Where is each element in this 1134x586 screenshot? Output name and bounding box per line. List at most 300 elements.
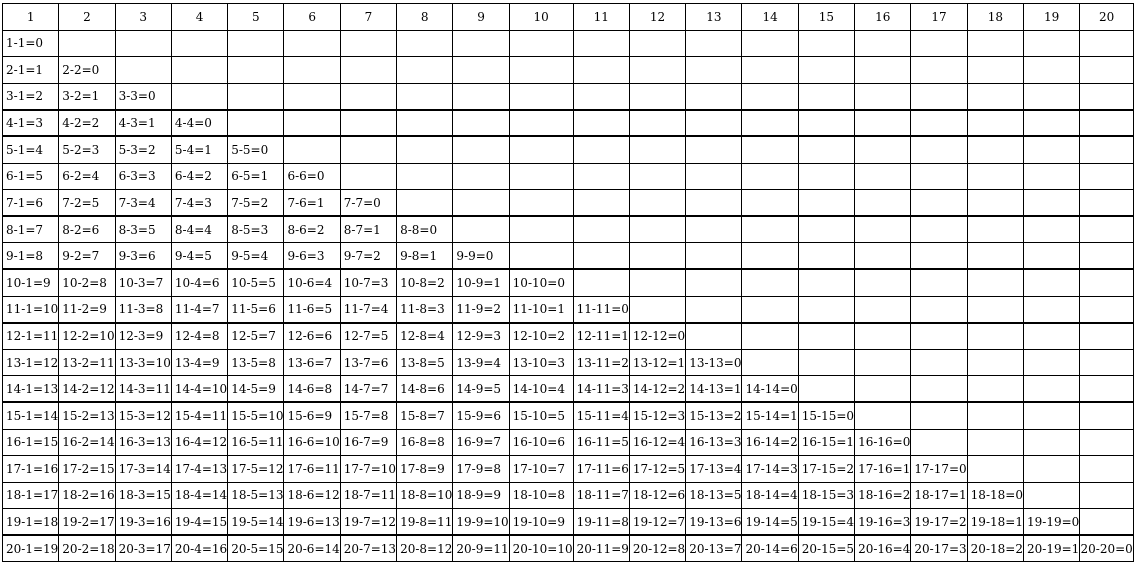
table-cell	[573, 136, 629, 163]
table-cell	[1080, 163, 1134, 190]
table-cell: 15-4=11	[171, 402, 227, 429]
table-cell: 8-4=4	[171, 216, 227, 243]
table-cell: 12-11=1	[573, 323, 629, 350]
table-cell	[573, 30, 629, 57]
table-cell	[911, 163, 967, 190]
table-cell: 20-14=6	[742, 535, 798, 562]
table-cell	[228, 57, 284, 84]
table-cell	[509, 57, 573, 84]
table-cell: 7-5=2	[228, 190, 284, 217]
table-cell: 15-3=12	[115, 402, 171, 429]
table-cell	[340, 110, 396, 137]
table-cell	[742, 349, 798, 376]
table-cell	[115, 57, 171, 84]
table-cell: 18-8=10	[397, 482, 453, 509]
table-cell: 8-2=6	[59, 216, 115, 243]
table-cell: 14-3=11	[115, 376, 171, 403]
table-cell: 2-1=1	[3, 57, 59, 84]
table-cell: 10-1=9	[3, 269, 59, 296]
table-cell	[397, 136, 453, 163]
table-cell	[911, 376, 967, 403]
table-cell: 14-14=0	[742, 376, 798, 403]
table-cell: 3-3=0	[115, 83, 171, 110]
table-cell: 13-1=12	[3, 349, 59, 376]
table-row	[3, 535, 1134, 562]
table-cell	[1024, 349, 1080, 376]
table-row	[3, 376, 1134, 403]
table-cell: 5-5=0	[228, 136, 284, 163]
table-cell: 20-13=7	[686, 535, 742, 562]
table-cell	[911, 243, 967, 270]
table-cell: 12-4=8	[171, 323, 227, 350]
table-cell	[967, 456, 1023, 483]
table-cell: 19-10=9	[509, 509, 573, 536]
table-cell: 17-5=12	[228, 456, 284, 483]
table-cell: 20-5=15	[228, 535, 284, 562]
table-cell: 7-6=1	[284, 190, 340, 217]
table-cell	[686, 110, 742, 137]
table-cell	[855, 402, 911, 429]
table-cell: 4-3=1	[115, 110, 171, 137]
table-cell: 6-5=1	[228, 163, 284, 190]
table-cell	[115, 30, 171, 57]
table-cell: 15-9=6	[453, 402, 509, 429]
table-cell	[855, 349, 911, 376]
table-cell	[629, 83, 685, 110]
table-cell: 20-15=5	[798, 535, 854, 562]
table-cell	[967, 57, 1023, 84]
table-body	[3, 30, 1134, 562]
table-cell: 19-2=17	[59, 509, 115, 536]
table-cell: 9-4=5	[171, 243, 227, 270]
table-cell: 20-17=3	[911, 535, 967, 562]
table-cell: 1-1=0	[3, 30, 59, 57]
table-cell: 12-9=3	[453, 323, 509, 350]
table-cell	[1024, 30, 1080, 57]
table-cell	[509, 163, 573, 190]
table-cell: 11-2=9	[59, 296, 115, 323]
table-cell	[629, 110, 685, 137]
table-cell	[686, 243, 742, 270]
table-cell	[911, 136, 967, 163]
table-cell: 17-14=3	[742, 456, 798, 483]
table-cell: 15-5=10	[228, 402, 284, 429]
table-cell	[686, 136, 742, 163]
table-cell	[798, 376, 854, 403]
table-cell	[686, 323, 742, 350]
table-cell: 20-2=18	[59, 535, 115, 562]
table-cell: 6-4=2	[171, 163, 227, 190]
table-cell	[742, 243, 798, 270]
table-cell	[573, 190, 629, 217]
table-cell: 3-2=1	[59, 83, 115, 110]
table-cell: 16-9=7	[453, 429, 509, 456]
table-cell: 12-12=0	[629, 323, 685, 350]
column-header: 9	[453, 4, 509, 31]
table-cell: 10-3=7	[115, 269, 171, 296]
table-cell: 9-8=1	[397, 243, 453, 270]
table-cell: 17-3=14	[115, 456, 171, 483]
table-cell: 16-3=13	[115, 429, 171, 456]
table-cell: 9-3=6	[115, 243, 171, 270]
table-cell: 14-1=13	[3, 376, 59, 403]
table-cell: 17-9=8	[453, 456, 509, 483]
table-cell	[967, 376, 1023, 403]
column-header: 17	[911, 4, 967, 31]
table-cell	[798, 163, 854, 190]
table-cell: 16-12=4	[629, 429, 685, 456]
table-cell	[509, 190, 573, 217]
table-cell: 14-6=8	[284, 376, 340, 403]
table-cell: 20-19=1	[1024, 535, 1080, 562]
table-cell: 13-11=2	[573, 349, 629, 376]
table-cell	[742, 83, 798, 110]
table-cell	[171, 57, 227, 84]
table-cell: 18-18=0	[967, 482, 1023, 509]
table-cell	[967, 296, 1023, 323]
table-cell	[911, 296, 967, 323]
subtraction-table	[2, 3, 1134, 562]
column-header: 18	[967, 4, 1023, 31]
table-cell: 13-4=9	[171, 349, 227, 376]
table-cell	[573, 83, 629, 110]
table-cell: 19-8=11	[397, 509, 453, 536]
table-cell	[59, 30, 115, 57]
table-cell: 15-15=0	[798, 402, 854, 429]
table-cell	[340, 83, 396, 110]
table-cell: 9-7=2	[340, 243, 396, 270]
column-header: 4	[171, 4, 227, 31]
table-cell	[855, 269, 911, 296]
table-cell	[967, 30, 1023, 57]
table-cell: 19-14=5	[742, 509, 798, 536]
table-cell: 16-15=1	[798, 429, 854, 456]
table-cell	[798, 110, 854, 137]
table-cell	[855, 30, 911, 57]
table-cell	[509, 30, 573, 57]
table-cell: 8-1=7	[3, 216, 59, 243]
table-cell: 7-7=0	[340, 190, 396, 217]
table-cell: 17-13=4	[686, 456, 742, 483]
table-cell: 17-4=13	[171, 456, 227, 483]
table-cell: 14-8=6	[397, 376, 453, 403]
table-row	[3, 163, 1134, 190]
table-cell	[509, 110, 573, 137]
table-cell	[742, 323, 798, 350]
table-cell: 18-2=16	[59, 482, 115, 509]
table-cell: 17-1=16	[3, 456, 59, 483]
table-cell: 13-7=6	[340, 349, 396, 376]
table-cell	[967, 83, 1023, 110]
table-cell: 11-5=6	[228, 296, 284, 323]
table-cell	[340, 57, 396, 84]
table-cell	[798, 296, 854, 323]
table-cell: 10-5=5	[228, 269, 284, 296]
table-cell	[1080, 57, 1134, 84]
table-cell: 18-10=8	[509, 482, 573, 509]
table-cell: 18-5=13	[228, 482, 284, 509]
table-cell	[686, 216, 742, 243]
table-cell: 13-12=1	[629, 349, 685, 376]
table-cell: 16-10=6	[509, 429, 573, 456]
table-cell: 13-13=0	[686, 349, 742, 376]
table-cell: 16-13=3	[686, 429, 742, 456]
table-cell	[453, 30, 509, 57]
table-row	[3, 456, 1134, 483]
table-cell	[967, 216, 1023, 243]
table-cell	[967, 323, 1023, 350]
table-cell: 18-14=4	[742, 482, 798, 509]
table-cell	[911, 429, 967, 456]
table-cell: 20-4=16	[171, 535, 227, 562]
table-cell: 18-1=17	[3, 482, 59, 509]
table-cell	[1024, 243, 1080, 270]
table-cell: 17-12=5	[629, 456, 685, 483]
table-cell: 4-4=0	[171, 110, 227, 137]
table-cell	[855, 296, 911, 323]
table-cell	[629, 243, 685, 270]
table-cell	[1080, 482, 1134, 509]
table-cell	[1080, 323, 1134, 350]
table-cell: 20-1=19	[3, 535, 59, 562]
table-cell: 11-11=0	[573, 296, 629, 323]
table-cell	[1080, 456, 1134, 483]
table-cell	[798, 269, 854, 296]
table-cell	[911, 110, 967, 137]
table-cell: 19-15=4	[798, 509, 854, 536]
table-cell	[340, 163, 396, 190]
table-cell: 12-8=4	[397, 323, 453, 350]
table-cell	[509, 83, 573, 110]
table-cell: 7-2=5	[59, 190, 115, 217]
table-cell: 11-10=1	[509, 296, 573, 323]
table-cell: 14-10=4	[509, 376, 573, 403]
table-cell: 20-3=17	[115, 535, 171, 562]
table-cell	[967, 190, 1023, 217]
table-cell	[340, 136, 396, 163]
table-cell: 8-6=2	[284, 216, 340, 243]
table-row	[3, 323, 1134, 350]
table-cell: 20-6=14	[284, 535, 340, 562]
table-cell: 19-1=18	[3, 509, 59, 536]
table-cell: 17-15=2	[798, 456, 854, 483]
table-cell	[1024, 456, 1080, 483]
table-cell	[1024, 57, 1080, 84]
table-cell	[573, 163, 629, 190]
table-cell: 6-2=4	[59, 163, 115, 190]
table-cell: 17-11=6	[573, 456, 629, 483]
table-cell	[629, 136, 685, 163]
table-cell: 15-10=5	[509, 402, 573, 429]
table-cell: 12-10=2	[509, 323, 573, 350]
table-cell: 19-18=1	[967, 509, 1023, 536]
table-cell: 14-9=5	[453, 376, 509, 403]
table-cell: 2-2=0	[59, 57, 115, 84]
table-cell: 19-9=10	[453, 509, 509, 536]
table-row	[3, 243, 1134, 270]
table-cell	[911, 216, 967, 243]
table-cell	[911, 83, 967, 110]
table-cell	[629, 269, 685, 296]
table-cell: 19-17=2	[911, 509, 967, 536]
table-cell	[798, 216, 854, 243]
table-cell	[967, 110, 1023, 137]
column-header: 3	[115, 4, 171, 31]
column-header: 11	[573, 4, 629, 31]
table-cell	[967, 402, 1023, 429]
table-cell: 13-5=8	[228, 349, 284, 376]
table-cell: 9-5=4	[228, 243, 284, 270]
column-header: 1	[3, 4, 59, 31]
table-cell: 16-14=2	[742, 429, 798, 456]
table-cell	[509, 216, 573, 243]
table-cell	[967, 163, 1023, 190]
table-cell	[340, 30, 396, 57]
table-cell: 11-3=8	[115, 296, 171, 323]
table-cell: 14-5=9	[228, 376, 284, 403]
table-cell	[855, 190, 911, 217]
table-cell: 16-1=15	[3, 429, 59, 456]
table-cell: 10-8=2	[397, 269, 453, 296]
table-cell	[686, 163, 742, 190]
table-cell	[742, 30, 798, 57]
table-cell	[911, 323, 967, 350]
table-cell	[629, 216, 685, 243]
table-cell	[686, 57, 742, 84]
table-cell: 20-16=4	[855, 535, 911, 562]
table-cell	[1024, 376, 1080, 403]
table-cell	[228, 83, 284, 110]
table-cell	[1024, 216, 1080, 243]
table-cell: 10-2=8	[59, 269, 115, 296]
table-row	[3, 349, 1134, 376]
table-cell: 11-6=5	[284, 296, 340, 323]
table-cell	[573, 269, 629, 296]
table-cell: 13-3=10	[115, 349, 171, 376]
table-cell	[686, 190, 742, 217]
table-cell	[1080, 83, 1134, 110]
table-cell	[911, 57, 967, 84]
table-cell	[911, 402, 967, 429]
table-cell: 12-6=6	[284, 323, 340, 350]
table-cell: 8-5=3	[228, 216, 284, 243]
table-cell	[1080, 509, 1134, 536]
table-cell: 10-9=1	[453, 269, 509, 296]
table-cell: 13-10=3	[509, 349, 573, 376]
table-cell	[509, 136, 573, 163]
table-cell	[1024, 296, 1080, 323]
table-cell	[629, 190, 685, 217]
table-cell	[855, 110, 911, 137]
table-row	[3, 429, 1134, 456]
table-cell: 17-2=15	[59, 456, 115, 483]
table-cell: 19-19=0	[1024, 509, 1080, 536]
table-cell	[1024, 323, 1080, 350]
table-cell	[855, 163, 911, 190]
table-cell	[1024, 163, 1080, 190]
table-cell	[1024, 402, 1080, 429]
column-header: 2	[59, 4, 115, 31]
table-cell	[1080, 30, 1134, 57]
table-cell	[1080, 190, 1134, 217]
table-cell	[742, 136, 798, 163]
table-cell: 12-3=9	[115, 323, 171, 350]
table-cell: 7-3=4	[115, 190, 171, 217]
table-cell: 10-4=6	[171, 269, 227, 296]
table-cell: 19-4=15	[171, 509, 227, 536]
table-cell: 6-1=5	[3, 163, 59, 190]
column-header: 8	[397, 4, 453, 31]
table-cell: 11-4=7	[171, 296, 227, 323]
table-cell	[855, 136, 911, 163]
table-cell	[1080, 296, 1134, 323]
table-cell	[1080, 136, 1134, 163]
table-cell	[798, 83, 854, 110]
table-cell: 18-13=5	[686, 482, 742, 509]
table-cell	[284, 136, 340, 163]
table-cell	[798, 57, 854, 84]
table-row	[3, 509, 1134, 536]
table-cell: 11-1=10	[3, 296, 59, 323]
table-cell	[742, 163, 798, 190]
table-cell: 13-8=5	[397, 349, 453, 376]
table-cell	[1080, 269, 1134, 296]
table-cell	[453, 163, 509, 190]
table-cell: 15-11=4	[573, 402, 629, 429]
table-cell	[855, 376, 911, 403]
table-cell	[228, 30, 284, 57]
table-cell: 12-1=11	[3, 323, 59, 350]
table-cell	[686, 83, 742, 110]
table-cell	[686, 30, 742, 57]
table-cell	[967, 243, 1023, 270]
table-cell	[453, 216, 509, 243]
table-cell: 19-5=14	[228, 509, 284, 536]
table-cell: 18-3=15	[115, 482, 171, 509]
table-cell: 10-6=4	[284, 269, 340, 296]
table-cell	[1024, 136, 1080, 163]
table-cell	[911, 349, 967, 376]
table-cell: 16-2=14	[59, 429, 115, 456]
table-cell	[573, 216, 629, 243]
table-cell	[855, 216, 911, 243]
table-cell	[798, 243, 854, 270]
table-cell: 11-7=4	[340, 296, 396, 323]
table-cell: 4-1=3	[3, 110, 59, 137]
table-cell	[1024, 190, 1080, 217]
table-cell	[967, 349, 1023, 376]
table-cell	[284, 30, 340, 57]
table-cell	[284, 83, 340, 110]
table-row	[3, 57, 1134, 84]
column-header: 16	[855, 4, 911, 31]
table-cell: 13-9=4	[453, 349, 509, 376]
table-cell	[798, 136, 854, 163]
table-row	[3, 136, 1134, 163]
table-row	[3, 296, 1134, 323]
table-cell	[1080, 402, 1134, 429]
table-cell: 7-4=3	[171, 190, 227, 217]
table-cell: 5-4=1	[171, 136, 227, 163]
table-cell: 15-12=3	[629, 402, 685, 429]
table-cell	[911, 30, 967, 57]
table-cell	[171, 83, 227, 110]
table-cell	[629, 57, 685, 84]
column-header: 5	[228, 4, 284, 31]
table-cell: 16-7=9	[340, 429, 396, 456]
table-cell	[397, 57, 453, 84]
table-cell	[855, 243, 911, 270]
